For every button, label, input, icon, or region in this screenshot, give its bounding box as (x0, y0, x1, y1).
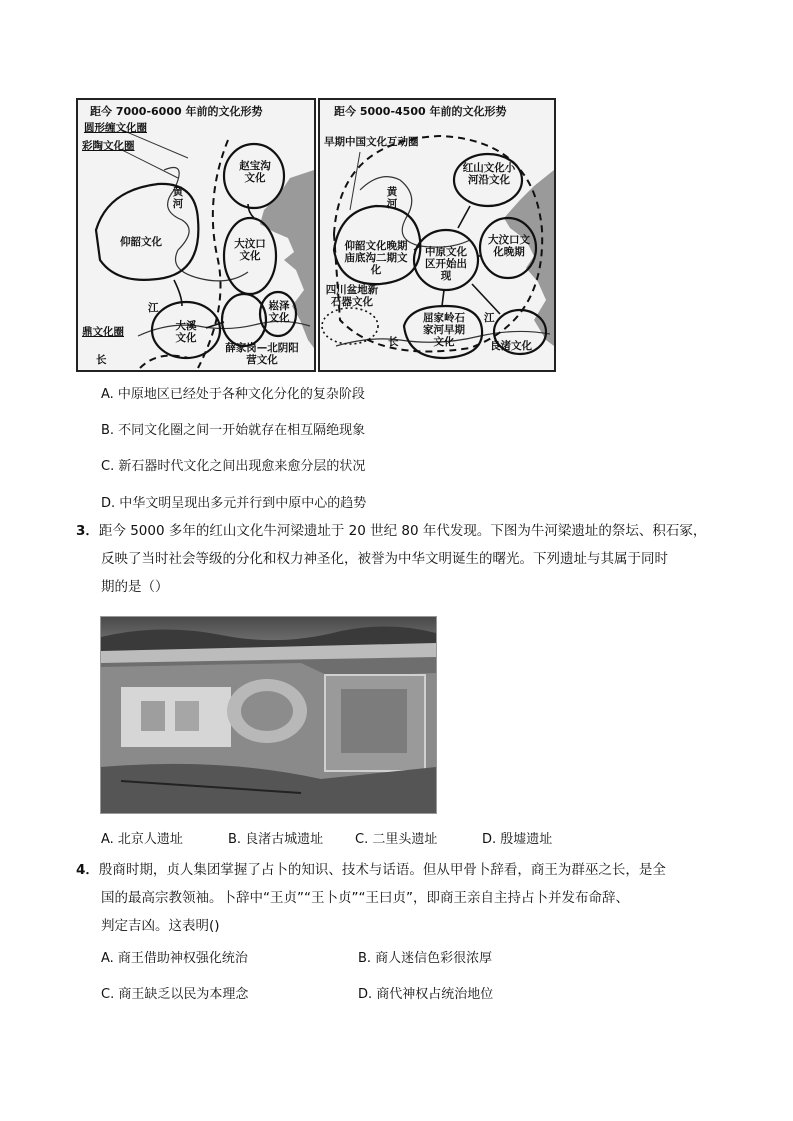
label-yangshao-late: 仰韶文化晚期庙底沟二期文化 (344, 240, 408, 276)
xuejiagang-ring (222, 294, 266, 346)
sea-area-right (504, 170, 554, 346)
label-dawenkou: 大汶口文化 (234, 238, 266, 262)
arrow-hongshan-central (458, 206, 470, 228)
arrow-qujialing-central (442, 290, 444, 306)
q3-number: 3． (76, 523, 99, 539)
map-right (318, 98, 556, 372)
legend-leader-right (350, 152, 360, 210)
label-yangtze-chang-left: 长 (96, 354, 107, 366)
legend-interaction: 早期中国文化互动圈 (324, 136, 419, 148)
q4-line2: 国的最高宗教领袖。卜辞中“王贞”“王卜贞”“王曰贞”，即商王亲自主持占卜并发布命辞、 (101, 890, 629, 906)
label-yangtze-jiang-right: 江 (484, 312, 495, 324)
yellow-river-line-right (360, 177, 470, 247)
label-daxi: 大溪文化 (175, 320, 197, 344)
legend-ding: 鼎文化圈 (82, 326, 124, 338)
label-yangshao: 仰韶文化 (120, 236, 162, 248)
arrow-liangzhu-central (472, 284, 500, 314)
q4-option-c[interactable]: C. 商王缺乏以民为本理念 (101, 987, 249, 1002)
q4-line3: 判定吉凶。这表明() (101, 918, 220, 934)
q3-option-d[interactable]: D. 殷墟遗址 (482, 832, 553, 847)
q2-option-a[interactable]: A. 中原地区已经处于各种文化分化的复杂阶段 (101, 387, 365, 402)
legend-pottery-leader (122, 150, 178, 178)
q2-option-d[interactable]: D. 中华文明呈现出多元并行到中原中心的趋势 (101, 496, 367, 511)
legend-ring: 圆形缠文化圈 (84, 122, 147, 134)
label-sichuan: 四川盆地新石器文化 (325, 284, 379, 308)
sichuan-dotted-ring (322, 308, 378, 344)
q3-line3: 期的是（） (101, 579, 169, 595)
arrow-dawenkou-zhaobaogou (248, 204, 254, 218)
niuheliang-site-photo (100, 616, 437, 814)
map-right-title: 距今 5000-4500 年前的文化形势 (334, 105, 507, 118)
q3-option-a[interactable]: A. 北京人遗址 (101, 832, 183, 847)
q3-line1 (76, 522, 706, 540)
label-qujialing: 屈家岭石家河早期文化 (423, 312, 465, 348)
map-left-title: 距今 7000-6000 年前的文化形势 (90, 105, 263, 118)
label-central: 中原文化区开始出现 (425, 246, 467, 282)
label-dawenkou-late: 大汶口文化晚期 (488, 234, 530, 258)
label-xuejiagang: 薛家岗—北阴阳营文化 (225, 342, 299, 366)
q3-option-c[interactable]: C. 二里头遗址 (355, 832, 438, 847)
q4-number: 4． (76, 862, 99, 878)
site-photo-drawing (101, 617, 436, 813)
label-yellow-river-left: 黄河 (172, 186, 184, 210)
q2-option-c[interactable]: C. 新石器时代文化之间出现愈来愈分层的状况 (101, 459, 366, 474)
q3-line2: 反映了当时社会等级的分化和权力神圣化，被誉为中华文明诞生的曙光。下列遗址与其属于同时 (101, 551, 668, 567)
q4-option-b[interactable]: B. 商人迷信色彩很浓厚 (358, 951, 493, 966)
label-zhaobaogou: 赵宝沟文化 (239, 160, 271, 184)
q3-option-b[interactable]: B. 良渚古城遗址 (228, 832, 324, 847)
label-liangzhu: 良渚文化 (490, 340, 532, 352)
q2-option-b[interactable]: B. 不同文化圈之间一开始就存在相互隔绝现象 (101, 423, 366, 438)
label-yellow-river-right: 黄河 (386, 186, 398, 210)
q3-text-line1: 距今 5000 多年的红山文化牛河梁遗址于 20 世纪 80 年代发现。下图为牛河梁遗址的祭坛、积石冢， (98, 523, 707, 539)
map-left (76, 98, 316, 372)
label-yangtze-jiang-left: 江 (148, 302, 159, 314)
q4-option-d[interactable]: D. 商代神权占统治地位 (358, 987, 494, 1002)
q4-option-a[interactable]: A. 商王借助神权强化统治 (101, 951, 248, 966)
label-hongshan: 红山文化小河沿文化 (462, 162, 516, 186)
label-yangtze-chang-right: 长 (388, 336, 399, 348)
q4-line1 (76, 861, 666, 879)
legend-pottery: 彩陶文化圈 (82, 140, 135, 152)
q4-text-line1: 殷商时期，贞人集团掌握了占卜的知识、技术与话语。但从甲骨卜辞看，商王为群巫之长，是全 (98, 862, 666, 878)
label-songze: 崧泽文化 (268, 300, 290, 324)
